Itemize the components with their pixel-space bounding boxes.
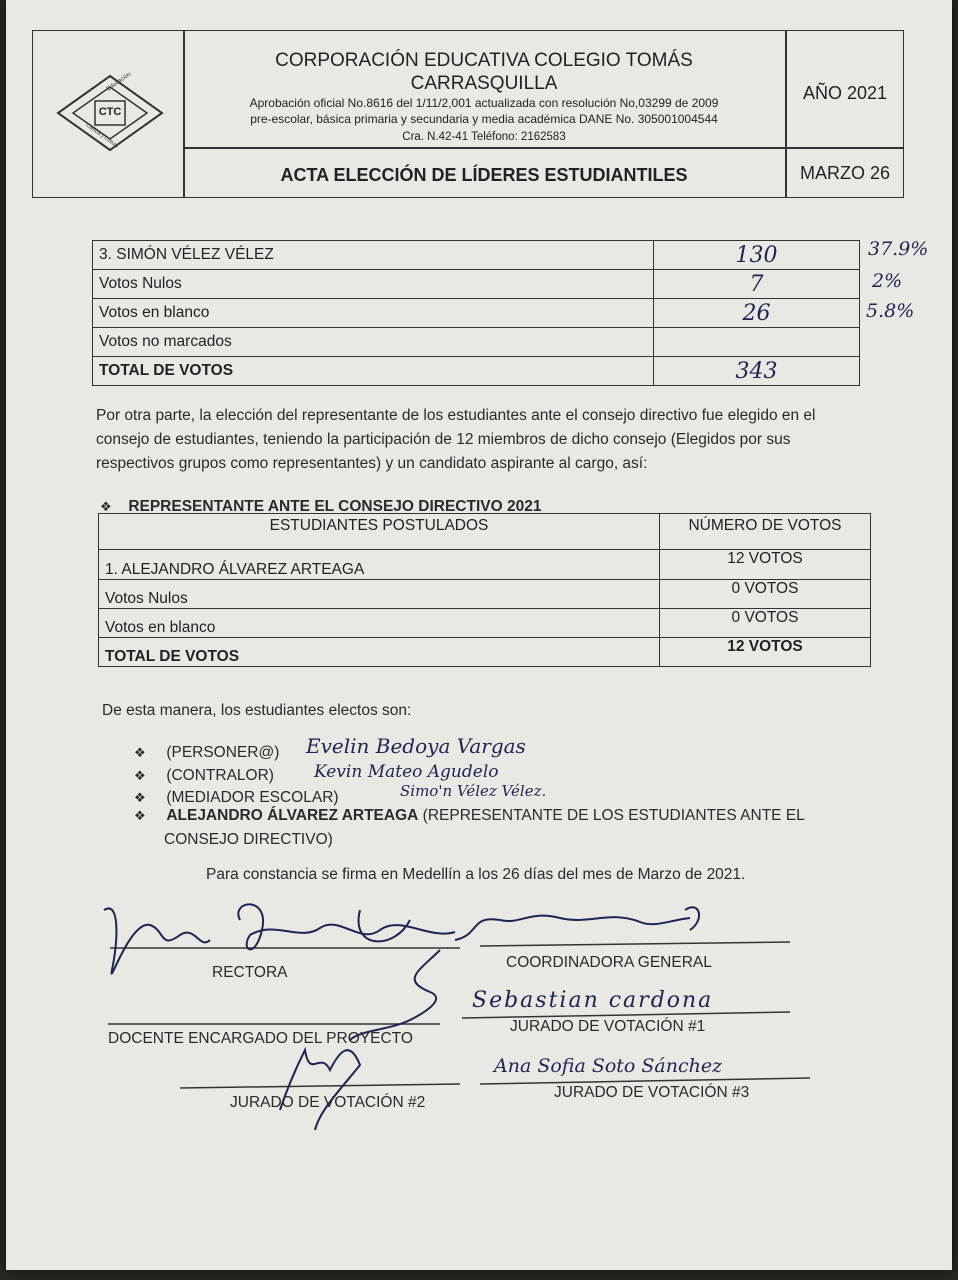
results-row-value: 26 [654,299,860,328]
results-row-label: Votos en blanco [93,299,654,328]
elected-role: (CONTRALOR) [166,767,274,784]
council-row-votes: 12 VOTOS [660,550,871,580]
elected-intro: De esta manera, los estudiantes electos son: [102,702,412,719]
year-cell: AÑO 2021 [802,83,888,103]
school-logo [55,73,165,153]
results-row-label: Votos Nulos [93,270,654,299]
signature-label-docente: DOCENTE ENCARGADO DEL PROYECTO [108,1030,413,1047]
results-row-value: 7 [654,270,860,299]
institution-name-line2: CARRASQUILLA [410,73,558,94]
logo-ring-bottom: Ciencia y Cultura [84,122,120,150]
council-row-votes: 0 VOTOS [660,580,871,609]
logo-text: CTC [98,106,122,118]
logo-ring-top: Educación [105,71,133,93]
council-row-label: Votos Nulos [99,580,660,609]
council-row-label: 1. ALEJANDRO ÁLVAREZ ARTEAGA [99,550,660,580]
institution-name-line1: CORPORACIÓN EDUCATIVA COLEGIO TOMÁS [275,50,693,71]
results-total-label: TOTAL DE VOTOS [93,357,654,386]
results-row-value: 130 [654,241,860,270]
council-total-votes: 12 VOTOS [660,638,871,667]
signature-label-jurado1: JURADO DE VOTACIÓN #1 [510,1018,706,1035]
elected-role: (MEDIADOR ESCOLAR) [166,789,339,806]
paragraph-line3: respectivos grupos como representantes) y un candidato aspirante al cargo, así: [96,455,648,472]
results-table [92,240,860,386]
pct-simon: 37.9% [868,238,929,260]
elected-name: Kevin Mateo Agudelo [314,762,499,782]
pct-blanco: 5.8% [866,300,915,322]
bullet-icon: ❖ [134,745,146,760]
results-row-label: 3. SIMÓN VÉLEZ VÉLEZ [93,241,654,270]
paragraph-line1: Por otra parte, la elección del representante de los estudiantes ante el consejo directivo fue elegido en el [96,407,816,424]
representative-role-line1: (REPRESENTANTE DE LOS ESTUDIANTES ANTE EL [422,807,805,824]
council-row-label: Votos en blanco [99,609,660,638]
bullet-icon: ❖ [134,768,146,783]
address: Cra. N.42-41 Teléfono: 2162583 [402,131,566,143]
elected-name: Simo'n Vélez Vélez. [400,782,547,800]
bullet-icon: ❖ [100,499,112,514]
elected-item [134,744,279,762]
council-col-students: ESTUDIANTES POSTULADOS [99,514,660,550]
date-cell: MARZO 26 [799,163,891,183]
representative-name: ALEJANDRO ÁLVAREZ ARTEAGA [166,807,419,824]
elected-representative [134,803,805,829]
council-col-votes: NÚMERO DE VOTOS [660,514,871,550]
elected-name: Evelin Bedoya Vargas [306,734,526,758]
constancia-text: Para constancia se firma en Medellín a los 26 días del mes de Marzo de 2021. [206,866,746,883]
results-total-value: 343 [654,357,860,386]
signature-label-jurado2: JURADO DE VOTACIÓN #2 [230,1094,426,1111]
council-row-votes: 0 VOTOS [660,609,871,638]
council-table [98,513,871,667]
signature-label-rectora: RECTORA [212,964,288,981]
signature-label-coordinadora: COORDINADORA GENERAL [506,954,712,971]
header-table [32,30,904,198]
approval-line1: Aprobación oficial No.8616 del 1/11/2,001 actualizada con resolución No,03299 de 2009 [249,96,719,110]
pct-nulos: 2% [872,270,903,292]
approval-line2: pre-escolar, básica primaria y secundaria y media académica DANE No. 305001004544 [250,112,718,126]
results-row-value [654,328,860,357]
document-title: ACTA ELECCIÓN DE LÍDERES ESTUDIANTILES [280,165,688,185]
section-title: REPRESENTANTE ANTE EL CONSEJO DIRECTIVO 2021 [128,498,542,515]
bullet-icon: ❖ [134,808,146,823]
signature-label-jurado3: JURADO DE VOTACIÓN #3 [554,1084,750,1101]
representative-role-line2: CONSEJO DIRECTIVO) [164,831,333,848]
council-total-label: TOTAL DE VOTOS [99,638,660,667]
jurado3-handwritten-name: Ana Sofia Soto Sánchez [494,1055,723,1077]
results-row-label: Votos no marcados [93,328,654,357]
jurado1-handwritten-name: Sebastian cardona [472,988,714,1013]
paragraph-line2: consejo de estudiantes, teniendo la participación de 12 miembros de dicho consejo (Elegidos por sus [96,431,791,448]
elected-role: (PERSONER@) [166,744,280,761]
elected-item [134,767,274,785]
bullet-icon: ❖ [134,790,146,805]
